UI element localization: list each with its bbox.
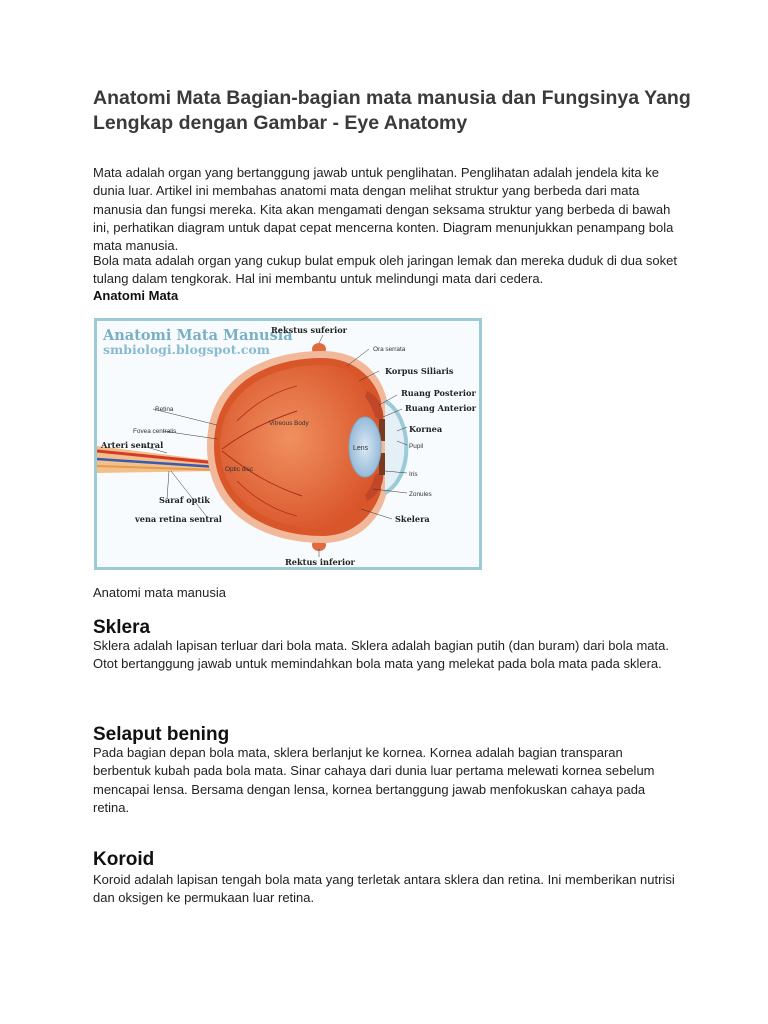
label-fovea: Fovea centralis xyxy=(133,428,177,435)
label-optic-disc: Optic disc xyxy=(225,466,254,473)
label-saraf: Saraf optik xyxy=(159,495,210,505)
section-body-koroid: Koroid adalah lapisan tengah bola mata yang terletak antara sklera dan retina. Ini memberikan nutrisi dan oksigen ke permukaan luar retina. xyxy=(93,872,675,906)
section-heading-selaput-bening: Selaput bening xyxy=(93,724,230,745)
anatomy-subheading: Anatomi Mata xyxy=(93,288,179,303)
label-vitreous: Vitreous Body xyxy=(269,420,309,427)
label-pupil: Pupil xyxy=(409,443,424,450)
label-ruang-posterior: Ruang Posterior xyxy=(401,388,476,398)
label-korpus-siliaris: Korpus Siliaris xyxy=(385,366,454,376)
label-arteri: Arteri sentral xyxy=(101,440,164,450)
label-zonules: Zonules xyxy=(409,491,432,498)
section-heading-koroid: Koroid xyxy=(93,849,155,870)
figure-url: smbiologi.blogspot.com xyxy=(103,342,270,357)
label-kornea: Kornea xyxy=(409,424,443,434)
figure-caption: Anatomi mata manusia xyxy=(93,585,226,600)
figure-title: Anatomi Mata Manusia xyxy=(103,327,293,344)
label-lens: Lens xyxy=(353,445,369,452)
label-vena: vena retina sentral xyxy=(135,514,222,524)
section-body-selaput-bening: Pada bagian depan bola mata, sklera berlanjut ke kornea. Kornea adalah bagian transparan berbentuk kubah pada bola mata. Sinar cahaya dari dunia luar pertama melewati kornea sebelum mencapai lensa. Bersama dengan lensa, kornea bertanggung jawab menfokuskan cahaya pada retina. xyxy=(93,745,655,815)
label-rektus-inferior: Rektus inferior xyxy=(285,557,355,567)
label-ruang-anterior: Ruang Anterior xyxy=(405,403,477,413)
eye-diagram xyxy=(97,321,479,567)
label-skelera: Skelera xyxy=(395,514,430,524)
second-paragraph: Bola mata adalah organ yang cukup bulat empuk oleh jaringan lemak dan mereka duduk di dua soket tulang dalam tengkorak. Hal ini membantu untuk melindungi mata dari cedera. xyxy=(93,253,677,287)
label-ora-serrata: Ora serrata xyxy=(373,346,406,353)
label-retina: Retina xyxy=(155,406,174,413)
label-iris: Iris xyxy=(409,471,418,478)
article-title: Anatomi Mata Bagian-bagian mata manusia dan Fungsinya Yang Lengkap dengan Gambar - Eye Anatomy xyxy=(93,87,691,134)
label-rektus-superior: Rekstus suferior xyxy=(271,325,347,335)
eye-anatomy-figure xyxy=(94,318,482,570)
intro-paragraph: Mata adalah organ yang bertanggung jawab untuk penglihatan. Penglihatan adalah jendela kita ke dunia luar. Artikel ini membahas anatomi mata dengan melihat struktur yang berbeda dari mata manusia dan fungsi mereka. Kita akan mengamati dengan seksama struktur yang berbeda di bawah ini, perhatikan diagram untuk dapat cepat mencerna konten. Diagram menunjukkan penampang bola mata manusia. xyxy=(93,165,674,254)
section-body-sklera: Sklera adalah lapisan terluar dari bola mata. Sklera adalah bagian putih (dan buram) dari bola mata. Otot bertanggung jawab untuk memindahkan bola mata yang melekat pada bola mata pada sklera. xyxy=(93,638,669,672)
section-heading-sklera: Sklera xyxy=(93,617,151,638)
